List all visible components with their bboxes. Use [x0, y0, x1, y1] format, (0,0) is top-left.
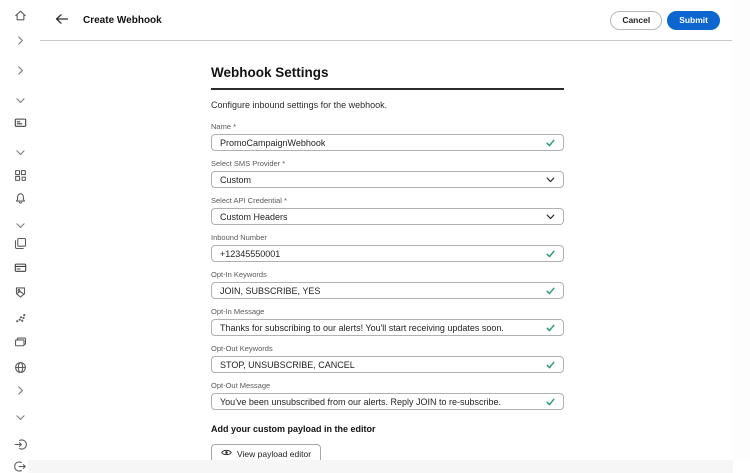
chevron-down-icon — [546, 213, 555, 220]
sign-in-icon[interactable] — [13, 437, 27, 451]
field-label: Opt-In Keywords — [211, 270, 267, 279]
text-input[interactable] — [211, 356, 564, 373]
apps-grid-icon[interactable] — [13, 168, 27, 182]
field-value: JOIN, SUBSCRIBE, YES — [220, 285, 321, 296]
form-field — [211, 233, 564, 262]
field-value: Custom — [220, 174, 252, 185]
chevron-down-icon[interactable] — [13, 145, 27, 159]
chevron-down-icon[interactable] — [13, 218, 27, 232]
heading-divider — [211, 88, 564, 90]
field-value: STOP, UNSUBSCRIBE, CANCEL — [220, 359, 355, 370]
view-payload-editor-label: View payload editor — [237, 448, 312, 459]
field-label: Name * — [211, 122, 237, 131]
sign-out-icon[interactable] — [13, 459, 27, 473]
field-value: You've been unsubscribed from our alerts. Reply JOIN to re-subscribe. — [220, 396, 502, 407]
topbar — [40, 0, 746, 41]
bell-icon[interactable] — [13, 191, 27, 205]
channel-card-icon[interactable] — [13, 115, 27, 129]
form-fields — [211, 122, 564, 410]
field-label: Opt-In Message — [211, 307, 265, 316]
back-button[interactable] — [52, 10, 72, 30]
globe-icon[interactable] — [13, 360, 27, 374]
field-label: Select SMS Provider * — [211, 159, 286, 168]
text-input[interactable] — [211, 319, 564, 336]
section-description: Configure inbound settings for the webhook. — [211, 100, 388, 110]
horizontal-scrollbar[interactable] — [28, 460, 733, 473]
chevron-down-icon[interactable] — [13, 93, 27, 107]
form-field — [211, 381, 564, 410]
data-dots-icon[interactable] — [13, 310, 27, 324]
field-value: +12345550001 — [220, 248, 281, 259]
topbar-actions — [610, 11, 720, 30]
field-label: Inbound Number — [211, 233, 267, 242]
field-value: Custom Headers — [220, 211, 288, 222]
text-input[interactable] — [211, 245, 564, 262]
badge-image-icon[interactable] — [13, 285, 27, 299]
sidebar-icon-rail — [0, 0, 40, 473]
form-field — [211, 270, 564, 299]
home-icon[interactable] — [13, 8, 27, 22]
text-input[interactable] — [211, 282, 564, 299]
form-field — [211, 159, 564, 188]
field-label: Opt-Out Keywords — [211, 344, 273, 353]
stacked-cards-icon[interactable] — [13, 335, 27, 349]
text-input[interactable] — [211, 134, 564, 151]
text-input[interactable] — [211, 393, 564, 410]
cancel-button[interactable]: Cancel — [610, 11, 662, 30]
page-title: Create Webhook — [83, 14, 162, 26]
arrow-left-icon — [55, 13, 69, 28]
field-label: Select API Credential * — [211, 196, 287, 205]
valid-check-icon — [546, 139, 555, 147]
valid-check-icon — [546, 324, 555, 332]
submit-button[interactable]: Submit — [667, 11, 720, 30]
form-field — [211, 344, 564, 373]
webhook-settings-panel — [211, 40, 564, 463]
vertical-scrollbar[interactable] — [732, 0, 750, 460]
chevron-right-icon[interactable] — [13, 383, 27, 397]
select-field[interactable] — [211, 208, 564, 225]
section-heading: Webhook Settings — [211, 65, 329, 80]
payload-note: Add your custom payload in the editor — [211, 424, 376, 434]
form-field — [211, 122, 564, 151]
eye-icon — [221, 448, 232, 459]
chevron-down-icon — [546, 176, 555, 183]
field-label: Opt-Out Message — [211, 381, 271, 390]
duplicate-icon[interactable] — [13, 236, 27, 250]
valid-check-icon — [546, 398, 555, 406]
valid-check-icon — [546, 287, 555, 295]
field-value: PromoCampaignWebhook — [220, 137, 326, 148]
valid-check-icon — [546, 361, 555, 369]
select-field[interactable] — [211, 171, 564, 188]
credit-card-icon[interactable] — [13, 260, 27, 274]
field-value: Thanks for subscribing to our alerts! You'll start receiving updates soon. — [220, 322, 504, 333]
chevron-right-icon[interactable] — [13, 63, 27, 77]
form-field — [211, 196, 564, 225]
form-field — [211, 307, 564, 336]
valid-check-icon — [546, 250, 555, 258]
chevron-down-icon[interactable] — [13, 410, 27, 424]
chevron-right-icon[interactable] — [13, 33, 27, 47]
